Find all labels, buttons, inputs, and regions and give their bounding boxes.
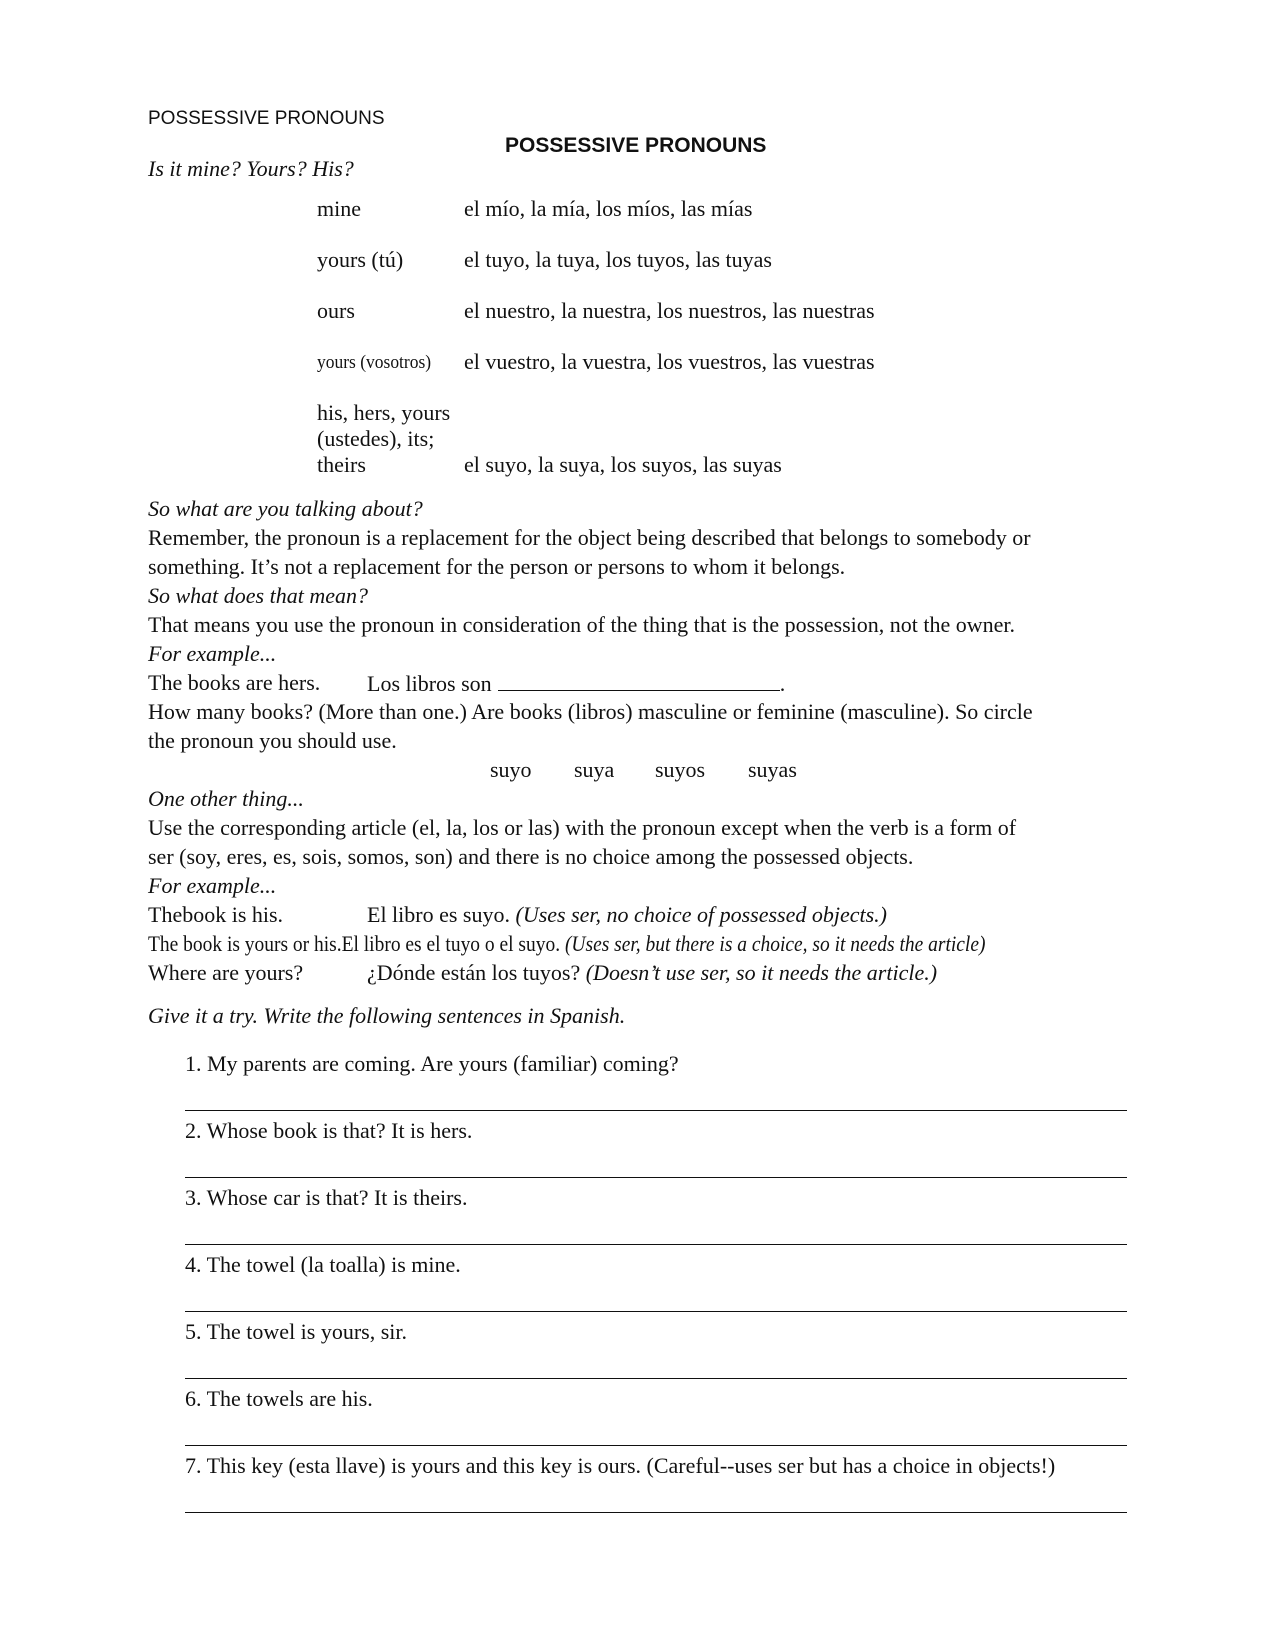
for-example-label-2: For example... (148, 873, 277, 898)
example-3-note: (Doesn’t use ser, so it needs the article.) (585, 960, 938, 985)
answer-line-2[interactable] (185, 1177, 1127, 1178)
exercise-instruction: Give it a try. Write the following sentences in Spanish. (148, 1003, 626, 1028)
pronoun-english-his-line3: theirs (317, 452, 366, 477)
paragraph-article-line2: ser (soy, eres, es, sois, somos, son) and there is no choice among the possessed objects. (148, 844, 914, 869)
example-1-english: Thebook is his. (148, 902, 284, 927)
answer-line-6[interactable] (185, 1445, 1127, 1446)
question-what-talking-about: So what are you talking about? (148, 496, 423, 521)
choice-suya[interactable]: suya (574, 757, 615, 782)
pronoun-english-mine: mine (317, 196, 361, 221)
exercise-item-3: 3. Whose car is that? It is theirs. (185, 1185, 468, 1210)
example-3-spanish-line (367, 960, 937, 986)
pronoun-english-ours: ours (317, 298, 355, 323)
example-2-spanish: El libro es el tuyo o el suyo. (341, 931, 561, 956)
exercise-item-1: 1. My parents are coming. Are yours (familiar) coming? (185, 1051, 679, 1076)
answer-blank[interactable] (498, 670, 780, 691)
paragraph-article-line1: Use the corresponding article (el, la, los or las) with the pronoun except when the verb is a form of (148, 815, 1017, 840)
example-books-period: . (779, 671, 786, 696)
pronoun-spanish-yours-tu: el tuyo, la tuya, los tuyos, las tuyas (464, 247, 772, 272)
choice-suyos[interactable]: suyos (655, 757, 706, 782)
example-1-note: (Uses ser, no choice of possessed objects.) (515, 902, 887, 927)
paragraph-how-many-line1: How many books? (More than one.) Are books (libros) masculine or feminine (masculine). So circle (148, 699, 1033, 724)
pronoun-english-his-line2: (ustedes), its; (317, 426, 435, 451)
example-books-english: The books are hers. (148, 670, 321, 695)
answer-line-7[interactable] (185, 1512, 1127, 1513)
pronoun-spanish-yours-vosotros: el vuestro, la vuestra, los vuestros, las vuestras (464, 349, 875, 374)
exercise-item-4: 4. The towel (la toalla) is mine. (185, 1252, 461, 1277)
pronoun-english-his-line1: his, hers, yours (317, 400, 451, 425)
pronoun-english-yours-vosotros: yours (vosotros) (317, 352, 432, 373)
intro-question: Is it mine? Yours? His? (148, 156, 354, 181)
exercise-item-6: 6. The towels are his. (185, 1386, 373, 1411)
example-3-spanish: ¿Dónde están los tuyos? (367, 960, 581, 985)
example-books-spanish (367, 670, 785, 697)
example-1-spanish: El libro es suyo. (367, 902, 510, 927)
answer-line-4[interactable] (185, 1311, 1127, 1312)
choice-suyo[interactable]: suyo (490, 757, 532, 782)
paragraph-remember-line1: Remember, the pronoun is a replacement for the object being described that belongs to somebody or (148, 525, 1031, 550)
example-1-spanish-line (367, 902, 887, 928)
answer-line-1[interactable] (185, 1110, 1127, 1111)
pronoun-spanish-ours: el nuestro, la nuestra, los nuestros, las nuestras (464, 298, 875, 323)
one-other-thing-label: One other thing... (148, 786, 304, 811)
pronoun-spanish-mine: el mío, la mía, los míos, las mías (464, 196, 753, 221)
for-example-label: For example... (148, 641, 277, 666)
example-2-line (148, 931, 985, 957)
example-books-spanish-text: Los libros son (367, 671, 492, 696)
exercise-item-2: 2. Whose book is that? It is hers. (185, 1118, 473, 1143)
exercise-item-7: 7. This key (esta llave) is yours and this key is ours. (Careful--uses ser but has a choice in objects!) (185, 1453, 1056, 1478)
question-what-does-that-mean: So what does that mean? (148, 583, 368, 608)
paragraph-remember-line2: something. It’s not a replacement for the person or persons to whom it belongs. (148, 554, 846, 579)
example-2-english: The book is yours or his. (148, 931, 342, 956)
page-title: POSSESSIVE PRONOUNS (505, 134, 767, 157)
exercise-item-5: 5. The towel is yours, sir. (185, 1319, 408, 1344)
example-2-note: (Uses ser, but there is a choice, so it needs the article) (564, 931, 986, 956)
example-3-english: Where are yours? (148, 960, 304, 985)
answer-line-5[interactable] (185, 1378, 1127, 1379)
choice-suyas[interactable]: suyas (748, 757, 797, 782)
paragraph-that-means: That means you use the pronoun in consideration of the thing that is the possession, not the owner. (148, 612, 1016, 637)
running-header: POSSESSIVE PRONOUNS (148, 108, 385, 129)
answer-line-3[interactable] (185, 1244, 1127, 1245)
paragraph-how-many-line2: the pronoun you should use. (148, 728, 397, 753)
pronoun-spanish-suyo: el suyo, la suya, los suyos, las suyas (464, 452, 782, 477)
pronoun-english-yours-tu: yours (tú) (317, 247, 404, 272)
